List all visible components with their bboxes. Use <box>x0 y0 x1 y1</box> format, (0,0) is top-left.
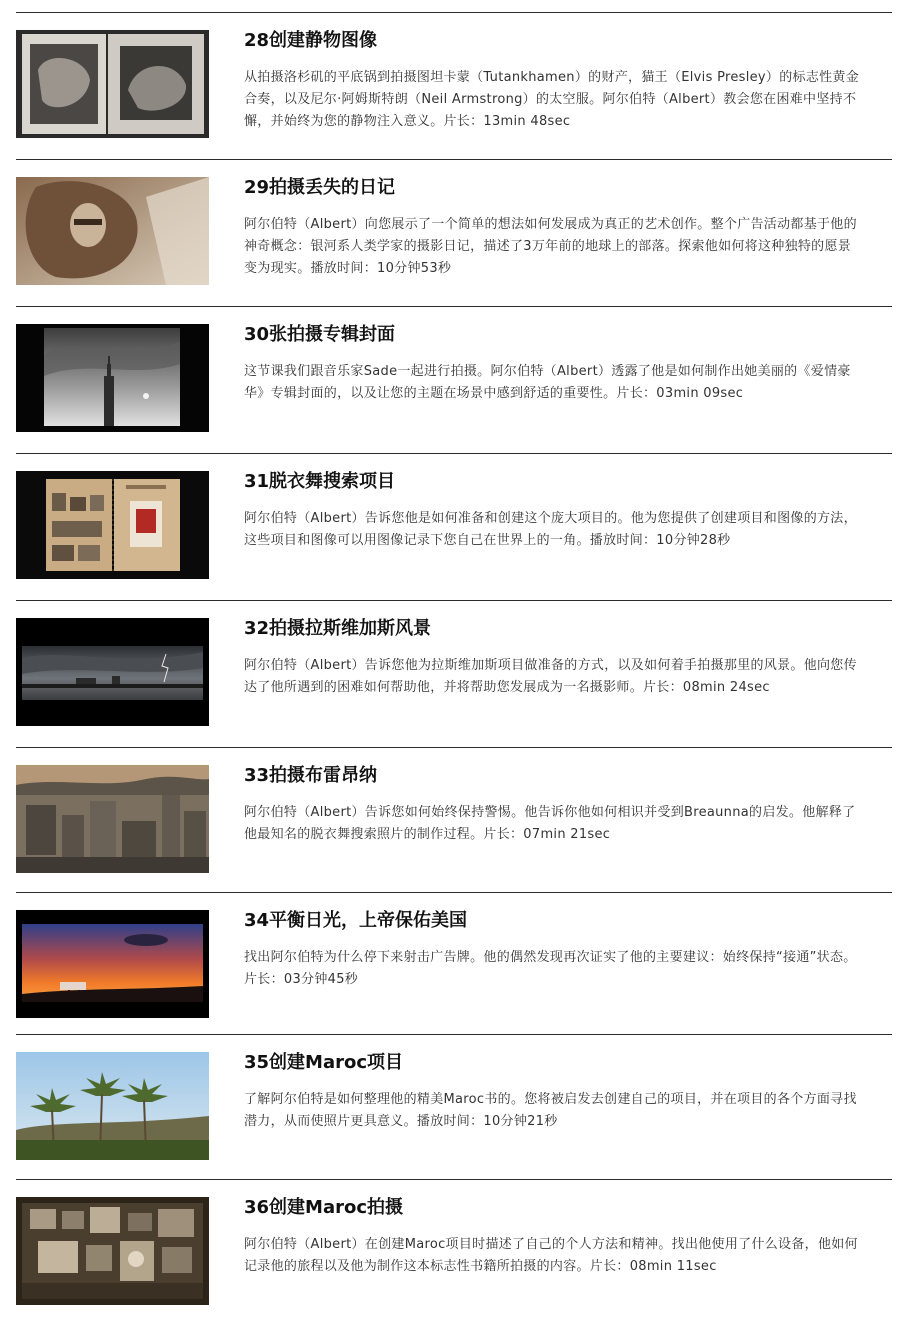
lesson-description: 阿尔伯特（Albert）向您展示了一个简单的想法如何发展成为真正的艺术创作。整个广告活动都基于他的神奇概念：银河系人类学家的摄影日记，描述了3万年前的地球上的部落。探索他如何将这种独特的愿景变为现实。播放时间：10分钟53秒 <box>244 217 857 276</box>
lesson-title[interactable]: 31脱衣舞搜索项目 <box>244 471 396 492</box>
lesson-item[interactable] <box>16 1034 892 1181</box>
lesson-description: 阿尔伯特（Albert）在创建Maroc项目时描述了自己的个人方法和精神。找出他使用了什么设备，他如何记录他的旅程以及他为制作这本标志性书籍所拍摄的内容。片长：08min 11sec <box>244 1237 858 1274</box>
lesson-info <box>244 174 864 280</box>
lesson-item[interactable] <box>16 453 892 600</box>
album-cover-skyline-icon[interactable] <box>16 324 209 432</box>
lesson-item[interactable] <box>16 892 892 1039</box>
scrapbook-photo-icon[interactable] <box>16 471 209 579</box>
lesson-info <box>244 468 864 552</box>
lesson-description: 了解阿尔伯特是如何整理他的精美Maroc书的。您将被启发去创建自己的项目，并在项目的各个方面寻找潜力，从而使照片更具意义。播放时间：10分钟21秒 <box>244 1092 857 1129</box>
lesson-item[interactable] <box>16 1179 892 1326</box>
lesson-description: 阿尔伯特（Albert）告诉您如何始终保持警惕。他告诉你他如何相识并受到Breaunna的启发。他解释了他最知名的脱衣舞搜索照片的制作过程。片长：07min 21sec <box>244 805 856 842</box>
lesson-item[interactable] <box>16 747 892 894</box>
storm-landscape-icon[interactable] <box>16 618 209 726</box>
lesson-title[interactable]: 34平衡日光，上帝保佑美国 <box>244 910 468 931</box>
photo-wall-icon[interactable] <box>16 1197 209 1305</box>
lesson-title[interactable]: 33拍摄布雷昂纳 <box>244 765 378 786</box>
lesson-info <box>244 907 864 991</box>
lesson-title[interactable]: 32拍摄拉斯维加斯风景 <box>244 618 432 639</box>
lesson-title[interactable]: 36创建Maroc拍摄 <box>244 1197 404 1218</box>
city-view-icon[interactable] <box>16 765 209 873</box>
lesson-item[interactable] <box>16 306 892 453</box>
lesson-description: 从拍摄洛杉矶的平底锅到拍摄图坦卡蒙（Tutankhamen）的财产，猫王（Elvis Presley）的标志性黄金合奏，以及尼尔·阿姆斯特朗（Neil Armstrong）的太空服。阿尔伯特（Albert）教会您在困难中坚持不懈，并始终为您的静物注入意义。片长：13min 48sec <box>244 70 860 129</box>
lesson-description: 阿尔伯特（Albert）告诉您他是如何准备和创建这个庞大项目的。他为您提供了创建项目和图像的方法，这些项目和图像可以用图像记录下您自己在世界上的一角。播放时间：10分钟28秒 <box>244 511 857 548</box>
lesson-info <box>244 1049 864 1133</box>
lesson-description: 这节课我们跟音乐家Sade一起进行拍摄。阿尔伯特（Albert）透露了他是如何制作出她美丽的《爱情豪华》专辑封面的，以及让您的主题在场景中感到舒适的重要性。片长：03min 09sec <box>244 364 851 401</box>
lesson-info <box>244 762 864 846</box>
masked-figure-photo-icon[interactable] <box>16 177 209 285</box>
lesson-info <box>244 1194 864 1278</box>
lesson-title[interactable]: 30张拍摄专辑封面 <box>244 324 396 345</box>
lesson-title[interactable]: 35创建Maroc项目 <box>244 1052 404 1073</box>
lesson-description: 找出阿尔伯特为什么停下来射击广告牌。他的偶然发现再次证实了他的主要建议：始终保持“接通”状态。片长：03分钟45秒 <box>244 950 857 987</box>
lesson-item[interactable] <box>16 12 892 159</box>
lesson-description: 阿尔伯特（Albert）告诉您他为拉斯维加斯项目做准备的方式，以及如何着手拍摄那里的风景。他向您传达了他所遇到的困难如何帮助他，并将帮助您发展成为一名摄影师。片长：08min 24sec <box>244 658 857 695</box>
lesson-info <box>244 615 864 699</box>
lesson-title[interactable]: 28创建静物图像 <box>244 30 378 51</box>
lesson-item[interactable] <box>16 159 892 306</box>
lesson-info <box>244 27 864 133</box>
lesson-item[interactable] <box>16 600 892 747</box>
lesson-title[interactable]: 29拍摄丢失的日记 <box>244 177 396 198</box>
palm-trees-icon[interactable] <box>16 1052 209 1160</box>
sunset-billboard-icon[interactable] <box>16 910 209 1018</box>
lesson-info <box>244 321 864 405</box>
open-book-photo-icon[interactable] <box>16 30 209 138</box>
